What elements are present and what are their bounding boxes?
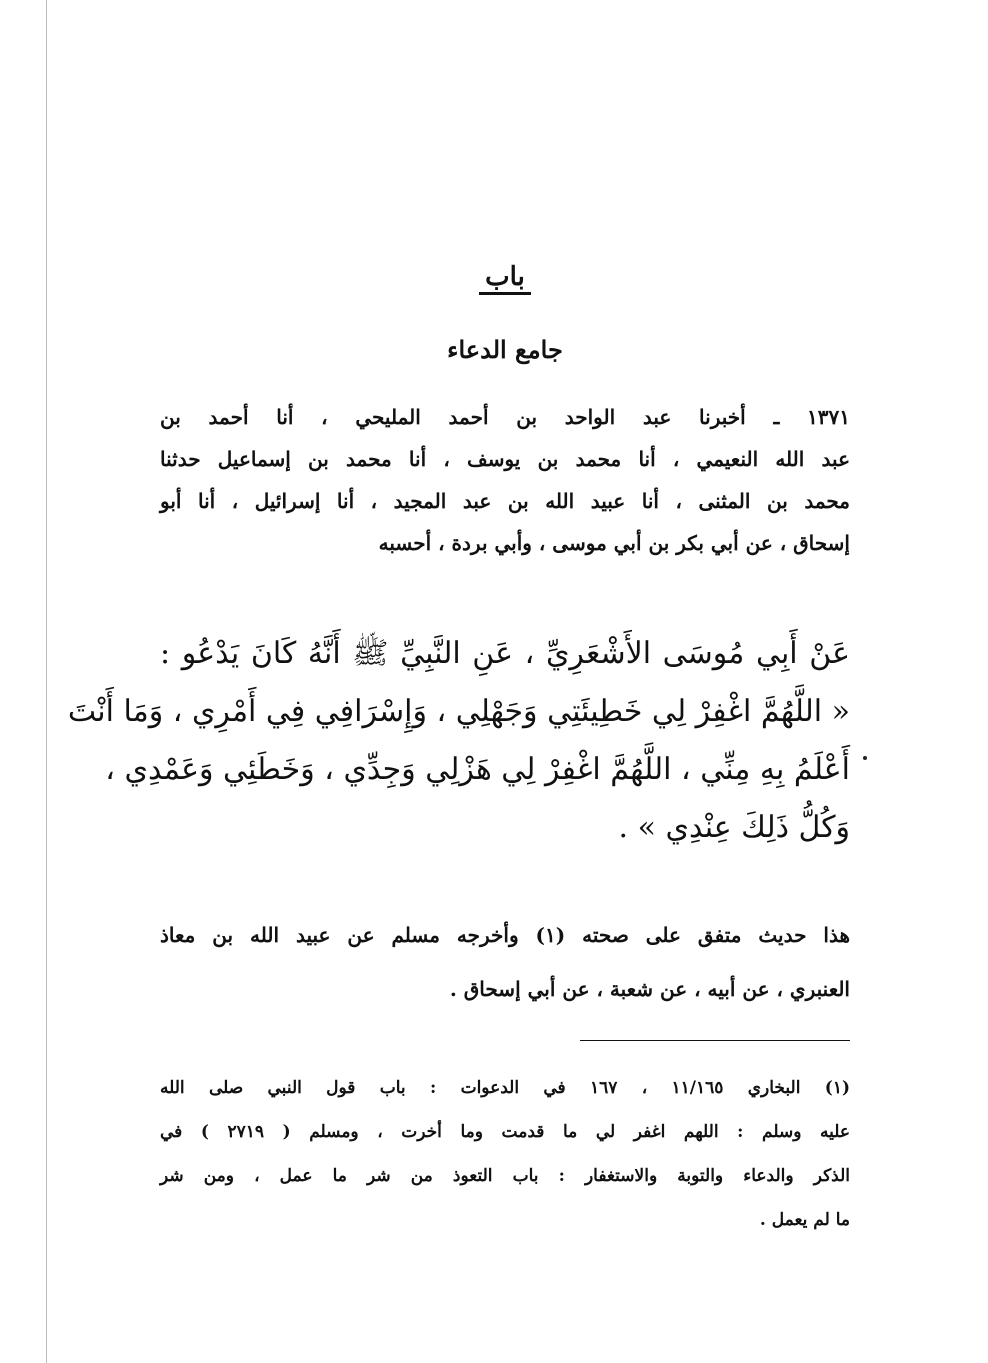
isnad-paragraph [160,396,850,564]
stray-ink-mark [863,756,867,760]
isnad-line: محمد بن المثنى ، أنا عبيد الله بن عبد المجيد ، أنا إسرائيل ، أنا أبو [160,489,850,513]
footnote-line: عليه وسلم : اللهم اغفر لي ما قدمت وما أخرت ، ومسلم ( ٢٧١٩ ) في [160,1122,850,1142]
chapter-label [160,262,850,295]
commentary-paragraph [160,908,850,1016]
chapter-label-text: باب [479,262,531,295]
hadith-line: عَنْ أَبِي مُوسَى الأَشْعَرِيِّ ، عَنِ النَّبِيِّ ﷺ أَنَّهُ كَانَ يَدْعُو : [160,636,850,671]
footnote [160,1066,850,1242]
footnote-line: (١) البخاري ١١/١٦٥ ، ١٦٧ في الدعوات : باب قول النبي صلى الله [160,1078,850,1098]
footnote-line: الذكر والدعاء والتوبة والاستغفار : باب التعوذ من شر ما عمل ، ومن شر [160,1166,850,1186]
commentary-line: هذا حديث متفق على صحته (١) وأخرجه مسلم عن عبيد الله بن معاذ [160,923,850,947]
footnote-line: ما لم يعمل . [759,1210,850,1230]
hadith-line: وَكُلُّ ذَلِكَ عِنْدِي » . [618,810,850,845]
page-binding-edge [46,0,47,1363]
book-page [67,0,850,1363]
hadith-text [67,625,850,857]
hadith-line: « اللَّهُمَّ اغْفِرْ لِي خَطِيئَتِي وَجَهْلِي ، وَإِسْرَافِي فِي أَمْرِي ، وَمَا أَنْتَ [67,694,850,729]
footnote-separator [580,1040,850,1041]
isnad-line: عبد الله النعيمي ، أنا محمد بن يوسف ، أنا محمد بن إسماعيل حدثنا [160,447,850,471]
hadith-line: أَعْلَمُ بِهِ مِنِّي ، اللَّهُمَّ اغْفِرْ لِي هَزْلِي وَجِدِّي ، وَخَطَئِي وَعَمْدِي ، [105,752,850,787]
isnad-line: ١٣٧١ ـ أخبرنا عبد الواحد بن أحمد المليحي ، أنا أحمد بن [160,405,850,429]
commentary-line: العنبري ، عن أبيه ، عن شعبة ، عن أبي إسحاق . [449,977,850,1001]
chapter-title: جامع الدعاء [447,335,563,364]
isnad-line: إسحاق ، عن أبي بكر بن أبي موسى ، وأبي بردة ، أحسبه [378,531,850,555]
